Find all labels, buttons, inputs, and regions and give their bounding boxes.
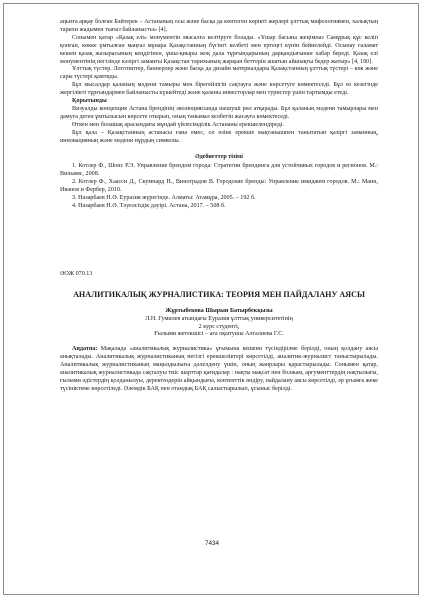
conclusion-paragraph-1: Визуалды концепция Астана брендінің эволюциясында шешуші рөл атқарады. Бұл қаланың мәдени тамырлары мен дамуға деген ұмтылысын көрсете отырып, оның танымал келбетін жасауға көмектеседі. [60, 105, 378, 120]
intro-paragraph-3: Ұлттық түстер. Логотиптер, баннерлер және басқа да дизайн материалдары Қазақстанның ұлттық түстері – көк және сары түстері қамтиды. [60, 66, 378, 81]
author-name: Жұртыбекова Шырын Батырбекқызы [165, 307, 273, 314]
reference-item-2: 2. Котлер Ф., Хаасси Д., Скумпард Н., Виноградов В. Городские бренды: Управление имиджем городов. М.: Манн, Иванов и Фербер, 2010. [60, 179, 378, 194]
author-supervisor: Ғылыми жетекшісі – аға оқытушы Алгалиева Г.С. [154, 331, 284, 338]
conclusion-heading: Қорытынды [72, 98, 107, 105]
references-title: Әдебиеттер тізімі [195, 153, 243, 160]
abstract-label: Аңдатпа: [72, 346, 98, 353]
reference-item-3: 3. Назарбаев Н.Ә. Еуразия жүрегінде. Алматы: Атамұра, 2005. – 192 б. [72, 195, 256, 202]
reference-item-1: 1. Котлер Ф., Шонс Р.Э. Управление брендом города: Стратегии брендинга для устойчивых городов и регионов. М.: Вильямс, 2008. [60, 163, 378, 178]
intro-paragraph-2: Сонымен қатар «Қазақ елі» монументін мысалға келтіруге болады. «Ұшар басына жеңімпаз Самұрық құс келіп қонған, көкке ұмтылған маңғаз мұнара Қазақстанның бүгінгі келбеті мен ертеңгі күнін бейнелейді. Осынау ғаламат кешен қазақ жазырасының кеңдігінен, ұшы-қиыры жоқ дала тұрғындарының дарқандығынан хабар береді. Қазақ елі монументінің негізінде кәзіргі заманғы Қазақстан тарихының жарқын беттерін ашатын айшықты бедер жатыр» [4, 190]. [60, 34, 378, 65]
author-student-status: 2 курс студенті, [198, 323, 240, 330]
page-number: 7434 [204, 540, 219, 547]
intro-paragraph-1: аңызға арқау болған Бәйтерек – Астананың осы және басқа да көптеген көрікті жерлері ұлттық мифологиямен, халықтың тарихи жадымен тығыз байланысты» [4]. [60, 19, 378, 33]
conclusion-paragraph-2: Өткен мен болашақ арасындағы мұндай үйлесімділік Астананы ерекшелендіреді. [72, 121, 284, 128]
abstract-paragraph [60, 346, 378, 393]
intro-paragraph-4: Бұл мысалдар қаланың мәдени тамыры мен бірегейлігін сақтауға және көрсетуге көмектеседі. Бұл өз кезегінде жергілікті тұрғындармен байланысты күшейтеді және қаланы инвесторлар мен туристер үшін тартымды етеді. [60, 82, 378, 97]
udc-code: ӘОЖ 070.13 [60, 270, 93, 277]
conclusion-paragraph-3: Бұл қала – Қазақстанның астанасы ғана емес, ол өзіне ерекше мақтанышпен танытатын қазіргі заманның, инновацияның және мәдени нұрдың символы. [60, 129, 378, 144]
reference-item-4: 4. Назарбаев Н.Ә. Тәуелсіздік дәуірі. Астана, 2017. – 508 б. [72, 202, 226, 209]
document-body [60, 19, 378, 394]
article-title: АНАЛИТИКАЛЫҚ ЖУРНАЛИСТИКА: ТЕОРИЯ МЕН ПАЙДАЛАНУ АЯСЫ [73, 289, 365, 299]
author-affiliation: Л.Н. Гумилев атындағы Еуразия ұлттық университетінің [145, 315, 293, 322]
abstract-text: Мақалада «аналитикалық журналистика» ұғымына кешенн түсіндірілме берілді, оның қолдану аясы анықталады. Аналитикалық журналистиканың негізгі ерекшеліктері көрсетілді, аналитик-журналист таныстырылады. Аналитикалық журналистиканың маңыздылығы дәлелдену үшін, оның жанрлары қарастырылады. Сонымен қатар, аналитикалық журналистикада сақталуы тиіс шарттар қағидалар : нақты мақсат пен болжам, аргументтердің нақтылығы, ғылыми әдістердің қолданылуы, деректөздерін айқындығы, контенттік өндіру, пайдалану аясы көрсетілді, әр ұғымға жеке түсініктеме көрсетіледі. Әлемдік БАҚ пен отандық БАҚ салыстырылып, ұсыныс берілді. [60, 346, 378, 392]
